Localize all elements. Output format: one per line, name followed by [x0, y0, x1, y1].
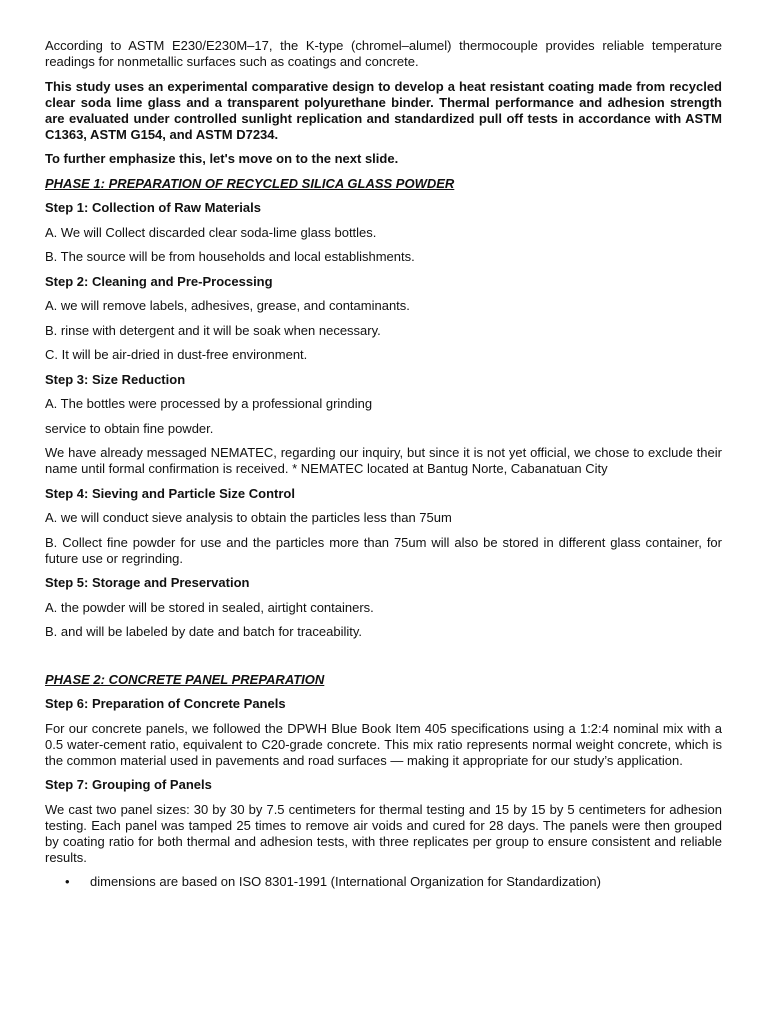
step3-item-a-continued: service to obtain fine powder.: [45, 420, 214, 436]
step4-heading: Step 4: Sieving and Particle Size Control: [45, 485, 295, 501]
step3-item-a: A. The bottles were processed by a professional grinding: [45, 396, 373, 411]
iso-dimension-note: dimensions are based on ISO 8301-1991 (International Organization for Standardization): [90, 874, 601, 889]
step3-heading: Step 3: Size Reduction: [45, 371, 186, 387]
step2-item-b: B. rinse with detergent and it will be soak when necessary.: [45, 322, 381, 338]
step1-heading: Step 1: Collection of Raw Materials: [45, 200, 261, 215]
section-spacer: [45, 649, 722, 672]
step4-item-a: A. we will conduct sieve analysis to obtain the particles less than 75um: [45, 510, 452, 525]
step1-item-b: B. The source will be from households and local establishments.: [45, 249, 415, 264]
step5-item-b: B. and will be labeled by date and batch for traceability.: [45, 624, 363, 639]
intro-study-design-paragraph: This study uses an experimental comparative design to develop a heat resistant coating made from recycled clear soda lime glass and a transparent polyurethane binder. Thermal performance and adhesion strength are evaluated under controlled sunlight replication and standardized pull off tests in accordance with ASTM C1363, ASTM G154, and ASTM D7234.: [45, 78, 722, 142]
phase2-heading: PHASE 2: CONCRETE PANEL PREPARATION: [45, 671, 325, 687]
intro-thermocouple-paragraph: According to ASTM E230/E230M–17, the K-type (chromel–alumel) thermocouple provides reliable temperature readings for nonmetallic surfaces such as coatings and concrete.: [45, 38, 722, 69]
phase1-heading: PHASE 1: PREPARATION OF RECYCLED SILICA GLASS POWDER: [45, 175, 455, 191]
list-item: [45, 874, 722, 890]
step5-heading: Step 5: Storage and Preservation: [45, 575, 250, 590]
step2-item-c: C. It will be air-dried in dust-free environment.: [45, 347, 308, 362]
step4-item-b: B. Collect fine powder for use and the particles more than 75um will also be stored in different glass container, for future use or regrinding.: [45, 534, 722, 566]
step7-body: We cast two panel sizes: 30 by 30 by 7.5 centimeters for thermal testing and 15 by 15 by 5 centimeters for adhesion testing. Each panel was tamped 25 times to remove air voids and cured for 28 days. The panels were then grouped by coating ratio for both thermal and adhesion tests, with three replicates per group to ensure consistent and reliable results.: [45, 801, 722, 865]
bullet-dot-icon: •: [65, 874, 70, 889]
step5-item-a: A. the powder will be stored in sealed, airtight containers.: [45, 599, 374, 615]
intro-transition-paragraph: To further emphasize this, let's move on to the next slide.: [45, 151, 399, 166]
step6-body: For our concrete panels, we followed the DPWH Blue Book Item 405 specifications using a 1:2:4 nominal mix with a 0.5 water-cement ratio, equivalent to C20-grade concrete. This mix ratio represents normal weight concrete, which is the common material used in pavements and road surfaces — making it appropriate for our study’s application.: [45, 720, 722, 768]
step2-item-a: A. we will remove labels, adhesives, grease, and contaminants.: [45, 298, 410, 313]
bullet-list: [45, 874, 722, 890]
step2-heading: Step 2: Cleaning and Pre-Processing: [45, 273, 273, 289]
step1-item-a: A. We will Collect discarded clear soda-lime glass bottles.: [45, 224, 377, 240]
step3-nematec-note: We have already messaged NEMATEC, regarding our inquiry, but since it is not yet official, we chose to exclude their name until formal confirmation is received. * NEMATEC located at Bantug Norte, Cabanatuan City: [45, 445, 722, 476]
step6-heading: Step 6: Preparation of Concrete Panels: [45, 696, 286, 711]
step7-heading: Step 7: Grouping of Panels: [45, 777, 212, 792]
